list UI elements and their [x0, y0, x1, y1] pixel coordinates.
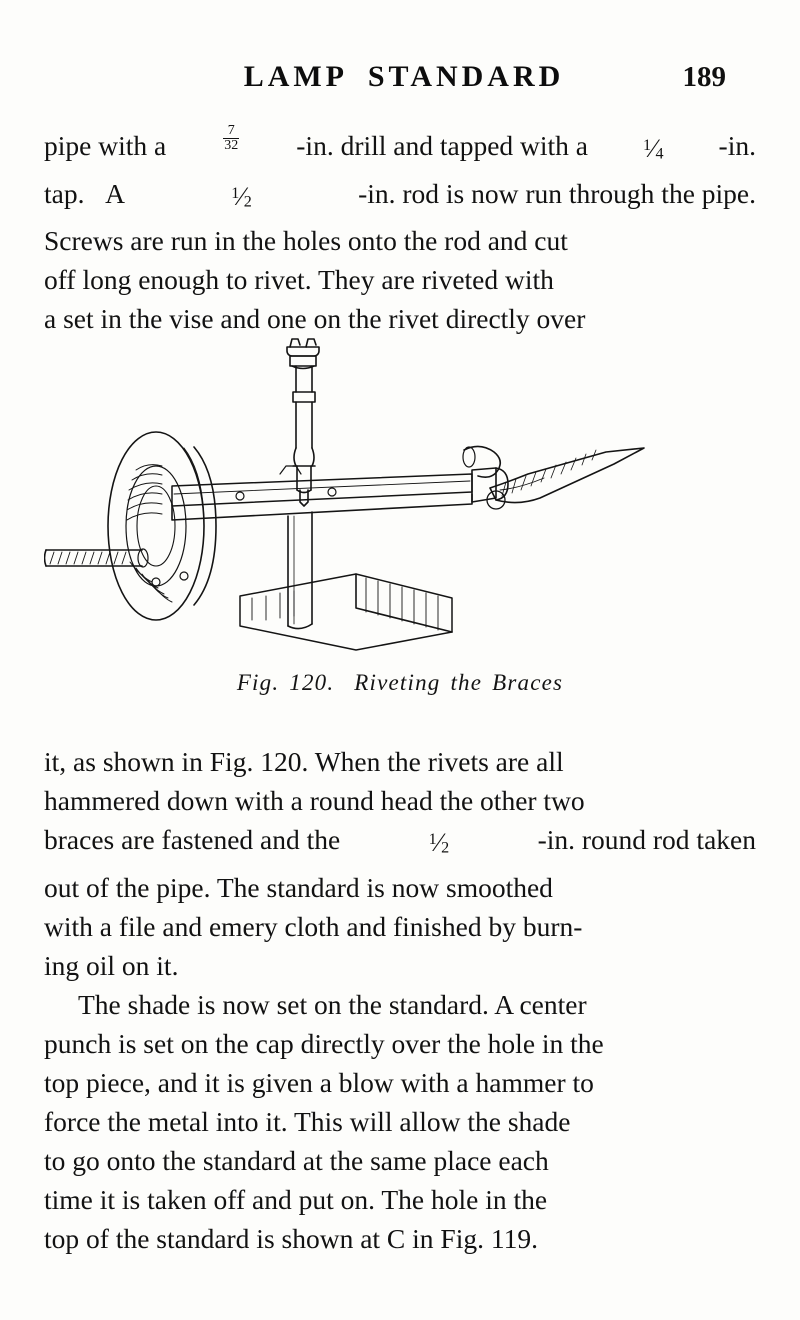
vertical-post	[288, 512, 312, 629]
fraction-denominator: 2	[441, 839, 450, 857]
text-line: Screws are run in the holes onto the rod and cut	[44, 225, 568, 257]
text-line: The shade is now set on the standard. A center	[78, 988, 587, 1020]
line-part: -in. round rod taken	[537, 824, 756, 855]
fraction-1-2: $^1⁄_2$	[231, 181, 252, 211]
bench-block	[240, 574, 452, 650]
text-line: punch is set on the cap directly over the hole in the	[44, 1027, 604, 1059]
figure-120	[44, 330, 756, 710]
fraction-denominator: 32	[224, 138, 239, 153]
brace-bar	[172, 466, 508, 520]
line-part: -in. drill and tapped with a	[296, 130, 588, 161]
page-number: 189	[682, 61, 726, 93]
top-paragraph	[44, 123, 756, 338]
line-part: -in.	[718, 130, 756, 161]
page-title: LAMP STANDARD	[243, 60, 565, 93]
paragraph-text	[44, 985, 756, 1258]
bottom-text	[44, 742, 756, 1258]
text-line: top of the standard is shown at C in Fig. 119.	[44, 1222, 538, 1254]
figure-caption-title: Riveting the Braces	[354, 670, 564, 695]
text-line: time it is taken off and put on. The hole in the	[44, 1183, 548, 1215]
text-line: top piece, and it is given a blow with a hammer to	[44, 1066, 594, 1098]
text-line: off long enough to rivet. They are riveted with	[44, 264, 554, 296]
line-part: pipe with a	[44, 130, 167, 161]
figure-caption-number: Fig. 120.	[236, 670, 335, 695]
paragraph-text	[44, 742, 756, 985]
text-line: force the metal into it. This will allow the shade	[44, 1105, 571, 1137]
line-part: braces are fastened and the	[44, 824, 341, 855]
fraction-numerator: 1	[428, 831, 437, 848]
text-line: ing oil on it.	[44, 949, 179, 981]
fraction-numerator: 7	[223, 124, 239, 139]
text-line: with a file and emery cloth and finished by burn-	[44, 910, 583, 942]
fraction-1-2: $^1⁄_2$	[428, 827, 450, 857]
text-line	[44, 174, 756, 222]
text-line: to go onto the standard at the same place each	[44, 1144, 549, 1176]
figure-caption	[44, 670, 756, 696]
fraction-7-32	[223, 124, 239, 172]
fraction-denominator: 4	[655, 145, 664, 163]
disc-wheel	[108, 432, 216, 620]
fraction-1-4: $^1⁄_4$	[643, 133, 664, 163]
running-head	[60, 60, 748, 102]
line-part: tap. A	[44, 177, 125, 209]
text-line	[44, 123, 756, 174]
text-line: it, as shown in Fig. 120. When the rivets are all	[44, 746, 564, 777]
text-line: out of the pipe. The standard is now smoothed	[44, 871, 553, 903]
text-line: a set in the vise and one on the rivet directly over	[44, 303, 586, 335]
text-line	[44, 820, 756, 868]
figure-illustration	[44, 330, 756, 660]
fraction-numerator: 1	[643, 137, 652, 154]
fraction-denominator: 2	[243, 193, 252, 211]
paragraph-text	[44, 123, 756, 338]
fraction-numerator: 1	[231, 184, 240, 202]
line-part: -in. rod is now run through the pipe.	[358, 177, 756, 209]
text-line: hammered down with a round head the other two	[44, 785, 585, 816]
